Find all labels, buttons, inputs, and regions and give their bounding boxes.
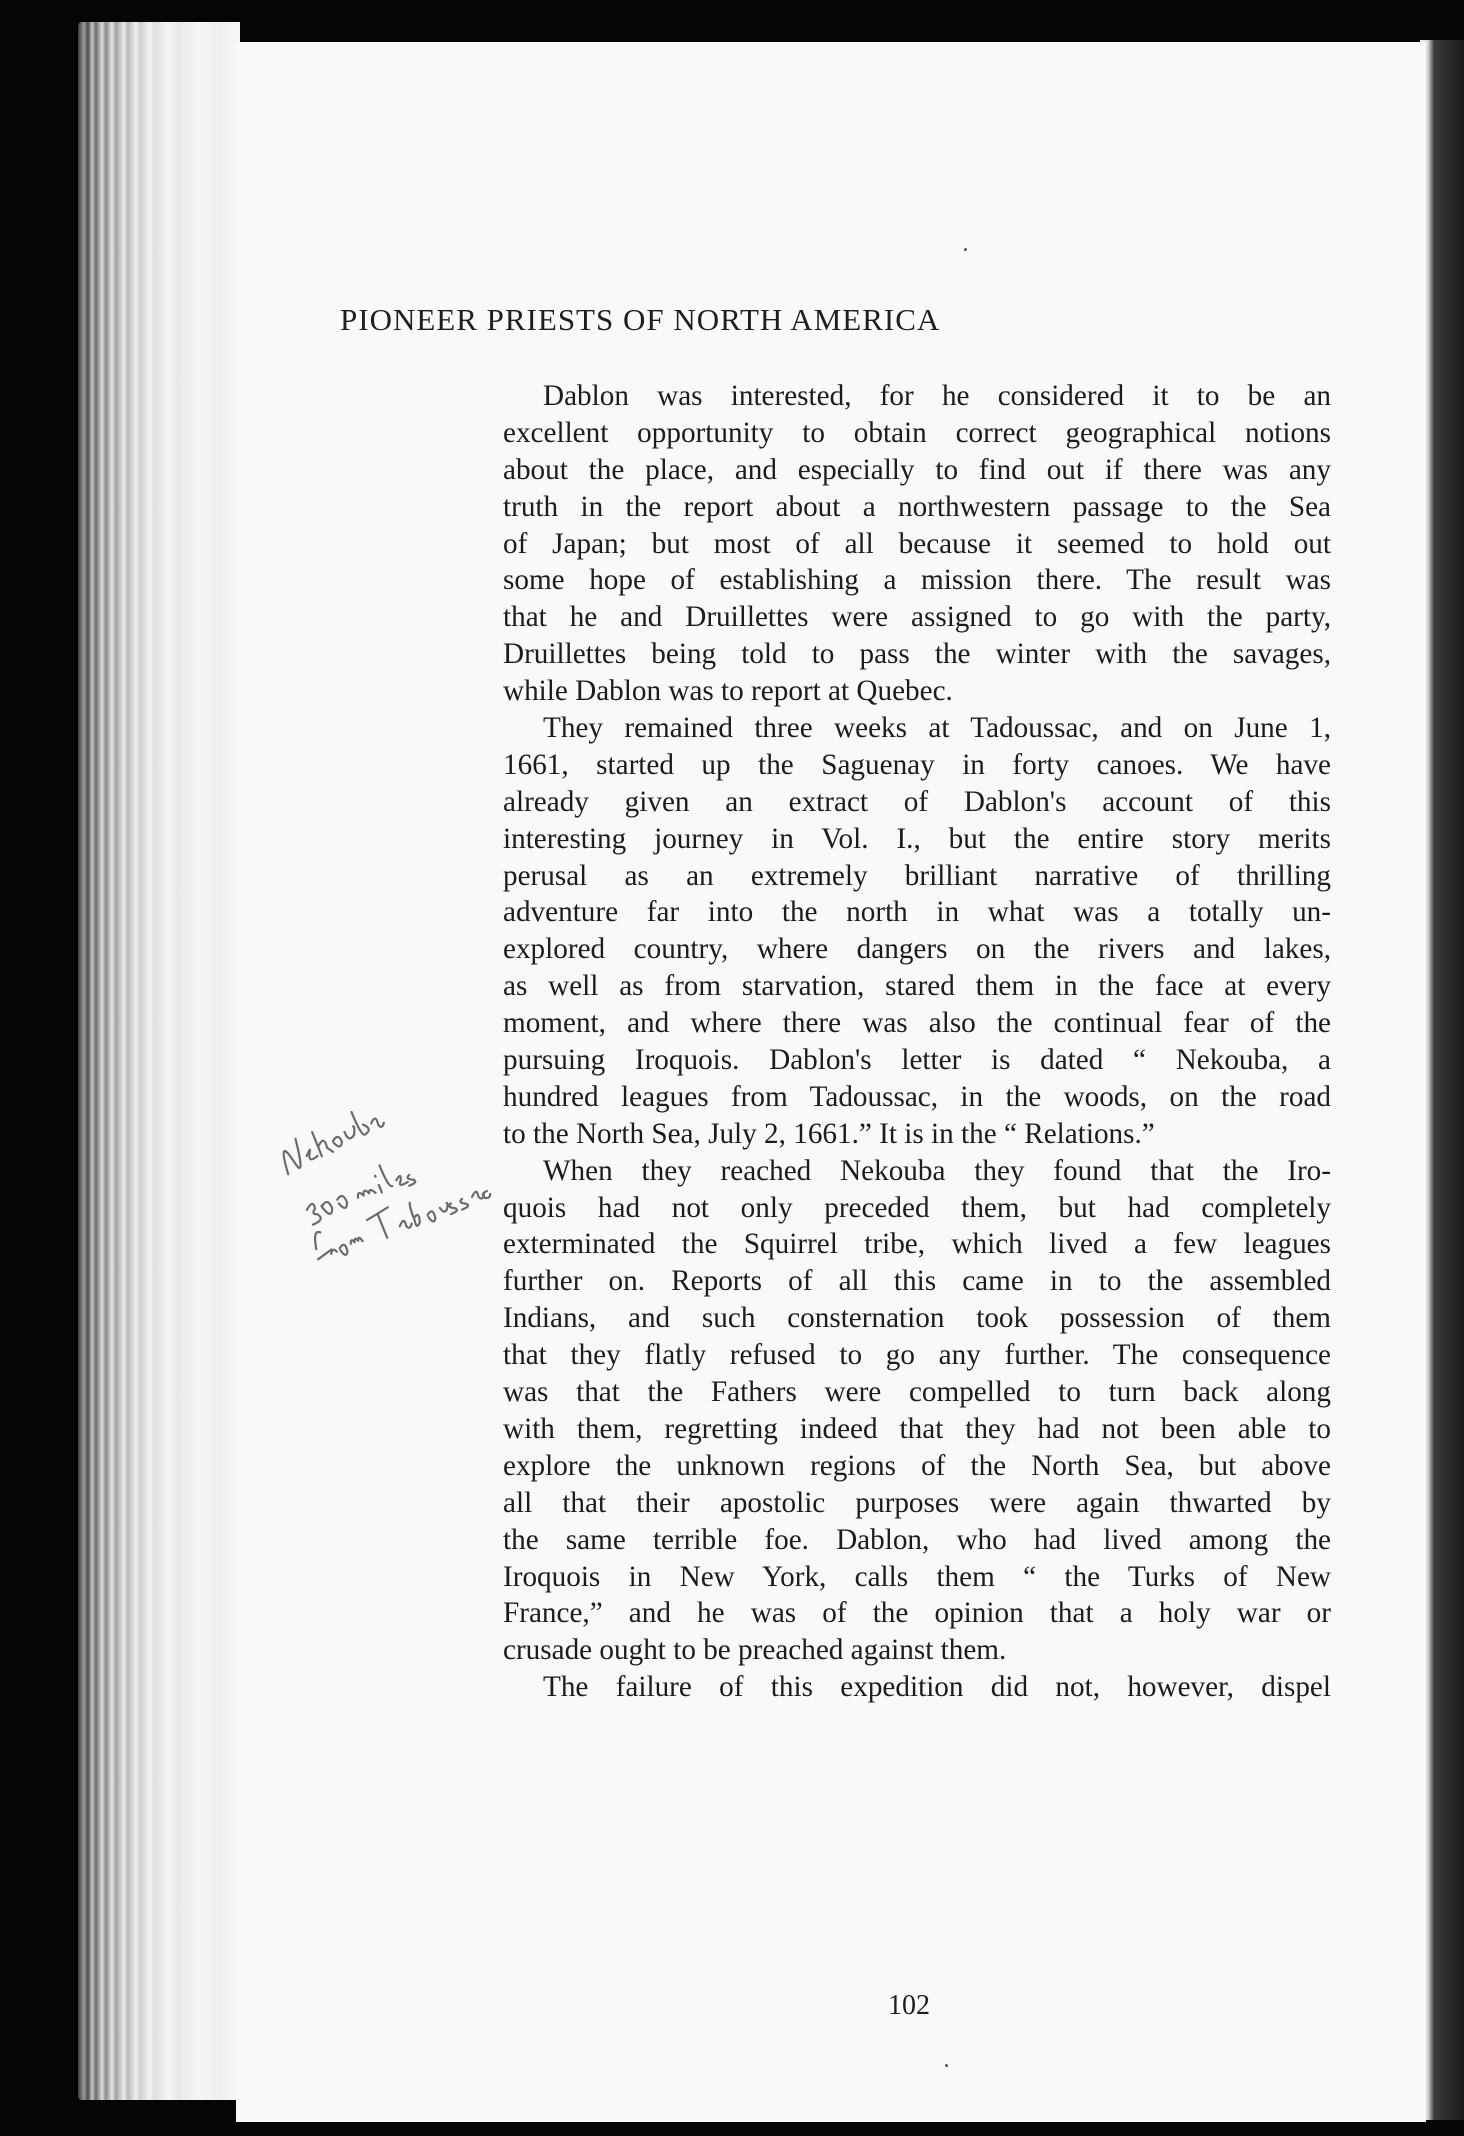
text-line: while Dablon was to report at Quebec. <box>503 675 953 708</box>
text-line: When they reached Nekouba they found that the Iro- <box>543 1154 1331 1187</box>
text-line: further on. Reports of all this came in to the assembled <box>503 1265 1331 1298</box>
text-line: Druillettes being told to pass the winter with the savages, <box>503 638 1331 671</box>
text-line: with them, regretting indeed that they had not been able to <box>503 1412 1331 1445</box>
scan-speck <box>945 2064 948 2067</box>
text-line: Dablon was interested, for he considered it to be an <box>543 380 1331 412</box>
text-line: moment, and where there was also the continual fear of the <box>503 1007 1331 1040</box>
scan-speck <box>964 248 967 251</box>
text-line: pursuing Iroquois. Dablon's letter is dated “ Nekouba, a <box>503 1044 1331 1077</box>
text-line: quois had not only preceded them, but had completely <box>503 1191 1331 1224</box>
text-line: The failure of this expedition did not, however, dispel <box>543 1671 1331 1704</box>
text-line: to the North Sea, July 2, 1661.” It is in the “ Relations.” <box>503 1117 1155 1150</box>
text-line: explore the unknown regions of the North Sea, but above <box>503 1449 1331 1482</box>
text-line: that they flatly refused to go any further. The consequence <box>503 1339 1331 1372</box>
text-line: truth in the report about a northwestern passage to the Sea <box>503 490 1331 523</box>
text-line: crusade ought to be preached against them. <box>503 1634 1007 1667</box>
page-number: 102 <box>888 1990 930 2021</box>
text-line: explored country, where dangers on the rivers and lakes, <box>503 933 1331 966</box>
text-line: the same terrible foe. Dablon, who had lived among the <box>503 1523 1331 1556</box>
text-line: interesting journey in Vol. I., but the entire story merits <box>503 822 1331 855</box>
text-line: some hope of establishing a mission there. The result was <box>503 564 1331 597</box>
text-line: They remained three weeks at Tadoussac, and on June 1, <box>543 712 1331 745</box>
text-line: was that the Fathers were compelled to turn back along <box>503 1376 1331 1409</box>
text-line: France,” and he was of the opinion that a holy war or <box>503 1597 1331 1630</box>
text-line: adventure far into the north in what was a totally un- <box>503 896 1331 929</box>
text-line: that he and Druillettes were assigned to go with the party, <box>503 601 1331 634</box>
text-line: about the place, and especially to find out if there was any <box>503 453 1331 486</box>
handwritten-marginal-note <box>280 1065 510 1305</box>
running-head: PIONEER PRIESTS OF NORTH AMERICA <box>340 302 941 337</box>
book-page-edges <box>78 22 240 2100</box>
text-line: excellent opportunity to obtain correct geographical notions <box>503 416 1331 449</box>
text-line: 1661, started up the Saguenay in forty canoes. We have <box>503 748 1331 781</box>
text-line: of Japan; but most of all because it seemed to hold out <box>503 527 1331 560</box>
text-line: all that their apostolic purposes were again thwarted by <box>503 1486 1331 1519</box>
text-line: as well as from starvation, stared them in the face at every <box>503 970 1331 1003</box>
text-line: perusal as an extremely brilliant narrative of thrilling <box>503 859 1331 892</box>
text-line: Iroquois in New York, calls them “ the Turks of New <box>503 1560 1331 1593</box>
book-right-edge <box>1420 40 1464 2120</box>
body-text <box>503 378 1331 1706</box>
text-line: exterminated the Squirrel tribe, which lived a few leagues <box>503 1228 1331 1261</box>
text-line: already given an extract of Dablon's account of this <box>503 785 1331 818</box>
text-line: Indians, and such consternation took possession of them <box>503 1302 1331 1335</box>
text-line: hundred leagues from Tadoussac, in the woods, on the road <box>503 1080 1331 1113</box>
